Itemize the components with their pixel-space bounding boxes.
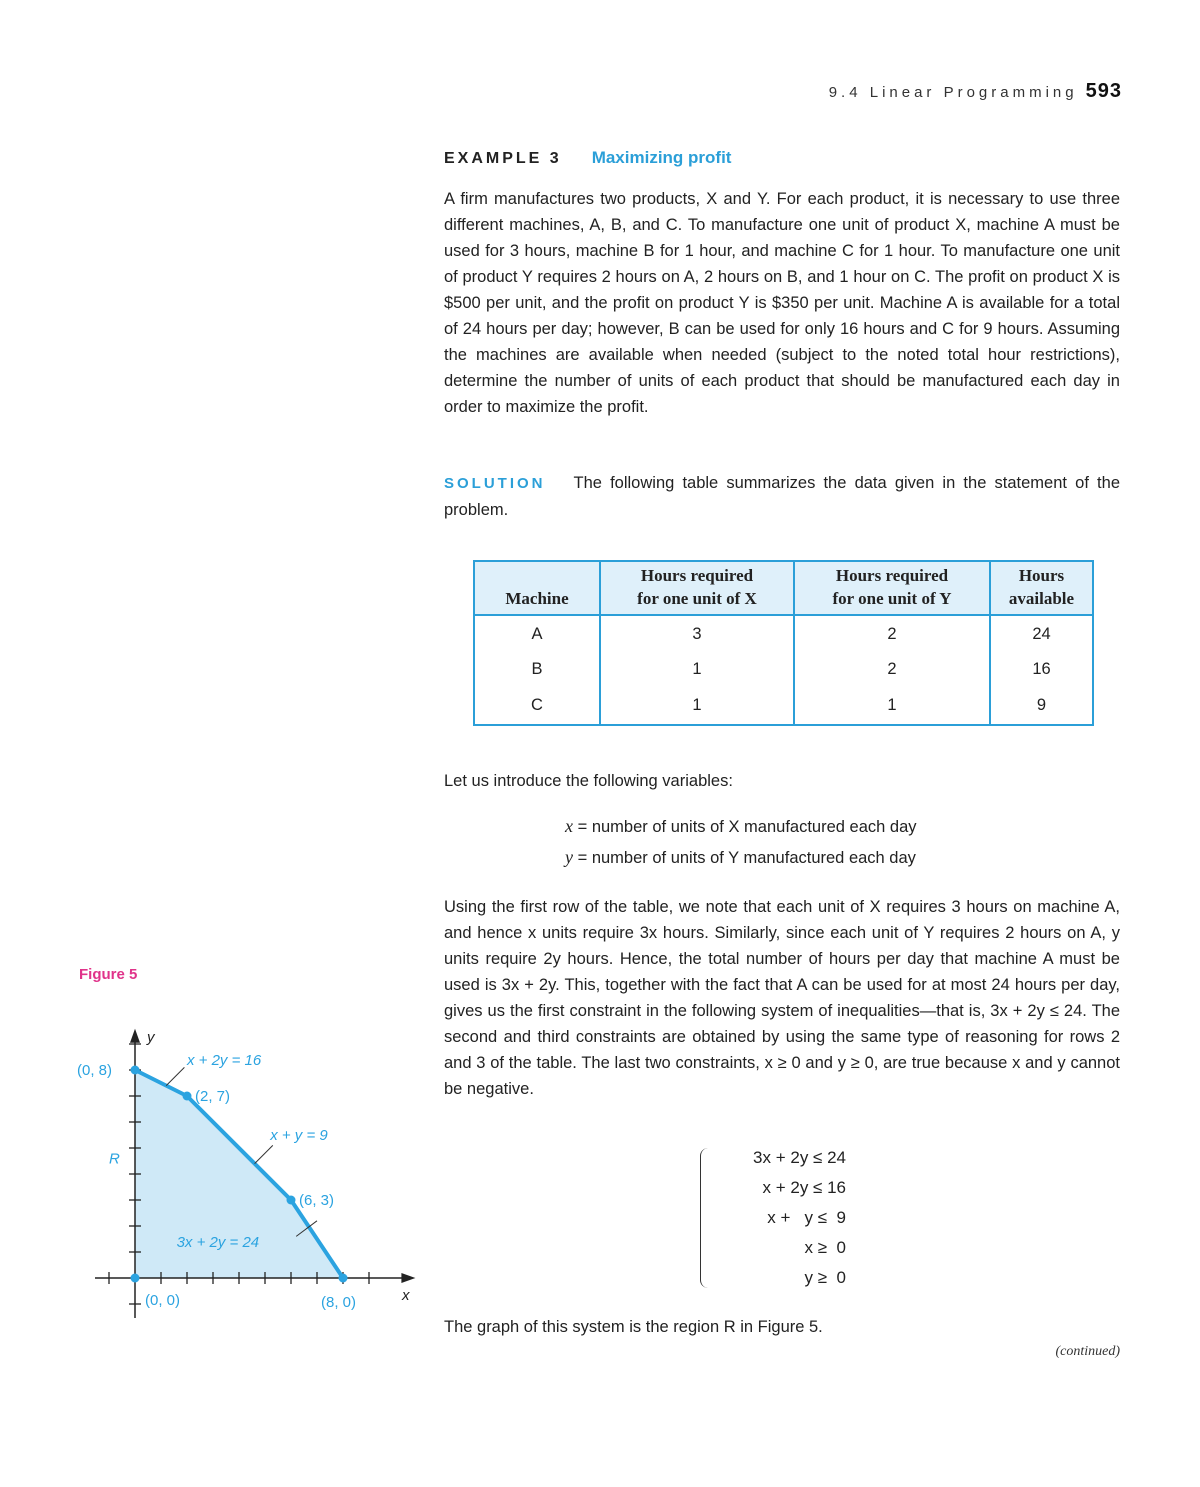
region-label: R (109, 1150, 120, 1168)
table-header-row (474, 561, 1093, 615)
table-row (474, 652, 1093, 688)
left-brace (700, 1148, 711, 1288)
section-title: 9.4 Linear Programming (828, 84, 1078, 101)
header-line-1: Hours required (640, 566, 754, 585)
table-header-y (794, 561, 990, 615)
x-axis-label: x (402, 1287, 410, 1304)
problem-statement: A firm manufactures two products, X and Y. For each product, it is necessary to use three different machines, A, B, and C. To manufacture one unit of product X, machine A must be used for 3 hours, machine B for 1 hour, and machine C for 1 hour. To manufacture one unit of product Y requires 2 hours on A, 2 hours on B, and 1 hour on C. The profit on product X is $500 per unit, and the profit on product Y is $350 per unit. Machine A is available for a total of 24 hours per day; however, B can be used for only 16 hours and C for 9 hours. Assuming the machines are available when needed (subject to the noted total hour restrictions), determine the number of units of each product that should be manufactured each day in order to maximize the profit. (444, 190, 1120, 416)
x-axis-arrow (401, 1273, 415, 1283)
definition-text: = number of units of Y manufactured each day (577, 849, 916, 867)
figure-5-graph (60, 990, 430, 1342)
header-line-2: available (1008, 589, 1075, 608)
table-cell: 1 (600, 688, 794, 725)
inequality: x + y ≤ 9 (767, 1208, 846, 1227)
vertex-label-8-0: (8, 0) (321, 1294, 357, 1311)
vertex-dot (339, 1274, 348, 1283)
definition-y (565, 847, 916, 868)
page-number: 593 (1085, 80, 1122, 102)
inequality: y ≥ 0 (804, 1268, 846, 1287)
running-head (820, 80, 1122, 103)
variable-x: x (565, 816, 573, 836)
vertex-label-0-8: (0, 8) (77, 1062, 113, 1079)
inequality-system (700, 1146, 860, 1292)
solution-text: The following table summarizes the data given in the statement of the problem. (444, 474, 1120, 519)
definition-x (565, 816, 917, 837)
reasoning-paragraph: Using the first row of the table, we note that each unit of X requires 3 hours on machine A, and hence x units require 3x hours. Similarly, since each unit of Y requires 2 hours on A, y units require 2y hours. Hence, the total number of hours per day that machine A must be used is 3x + 2y. This, together with the fact that A can be used for at most 24 hours per day, gives us the first constraint in the following system of inequalities—that is, 3x + 2y ≤ 24. The second and third constraints are obtained by using the same type of reasoning for rows 2 and 3 of the table. The last two constraints, x ≥ 0 and y ≥ 0, are true because x and y cannot be negative. (444, 898, 1120, 1098)
solution-label: SOLUTION (444, 475, 546, 492)
vertex-dot (287, 1196, 296, 1205)
table-cell: 24 (990, 615, 1093, 652)
table-cell: 3 (600, 615, 794, 652)
inequality: x ≥ 0 (804, 1238, 846, 1257)
graph-sentence: The graph of this system is the region R in Figure 5. (444, 1318, 823, 1336)
definition-text: = number of units of X manufactured each day (577, 818, 917, 836)
boundary-label-line-b: x + 2y = 16 (187, 1051, 262, 1069)
vertex-dot (131, 1274, 140, 1283)
variables-intro: Let us introduce the following variables: (444, 772, 733, 790)
header-line-1: Hours (1018, 566, 1065, 585)
table-cell: 1 (600, 652, 794, 688)
variable-y: y (565, 847, 573, 867)
header-line-1: Hours required (835, 566, 949, 585)
table-cell: A (474, 615, 600, 652)
machine-hours-table (473, 560, 1094, 726)
table-row (474, 688, 1093, 725)
header-line-2: for one unit of Y (832, 589, 952, 608)
table-cell: 2 (794, 652, 990, 688)
leader-line-b (166, 1067, 184, 1085)
inequality: x + 2y ≤ 16 (762, 1178, 846, 1197)
table-cell: 1 (794, 688, 990, 725)
table-row (474, 615, 1093, 652)
table-cell: C (474, 688, 600, 725)
table-cell: 16 (990, 652, 1093, 688)
boundary-label-line-a: 3x + 2y = 24 (176, 1233, 260, 1251)
vertex-label-2-7: (2, 7) (195, 1088, 231, 1105)
table-header-available (990, 561, 1093, 615)
header-line-2: for one unit of X (637, 589, 757, 608)
table-cell: 2 (794, 615, 990, 652)
table-cell: 9 (990, 688, 1093, 725)
header-line-2: Machine (505, 589, 569, 608)
continued-note: (continued) (1055, 1344, 1120, 1359)
example-label: EXAMPLE 3 (444, 150, 562, 167)
example-title: Maximizing profit (591, 148, 732, 167)
table-header-machine (474, 561, 600, 615)
vertex-label-0-0: (0, 0) (145, 1292, 181, 1309)
solution-intro (444, 470, 1120, 523)
table-cell: B (474, 652, 600, 688)
vertex-dot (183, 1092, 192, 1101)
y-axis-arrow (130, 1029, 140, 1043)
vertex-dot (131, 1066, 140, 1075)
vertex-label-6-3: (6, 3) (299, 1192, 335, 1209)
figure-label: Figure 5 (79, 966, 138, 983)
boundary-label-line-c: x + y = 9 (270, 1127, 328, 1145)
y-axis-label: y (147, 1029, 155, 1047)
inequality: 3x + 2y ≤ 24 (753, 1148, 846, 1167)
example-heading (444, 148, 731, 168)
leader-line-c (255, 1145, 273, 1163)
table-header-x (600, 561, 794, 615)
